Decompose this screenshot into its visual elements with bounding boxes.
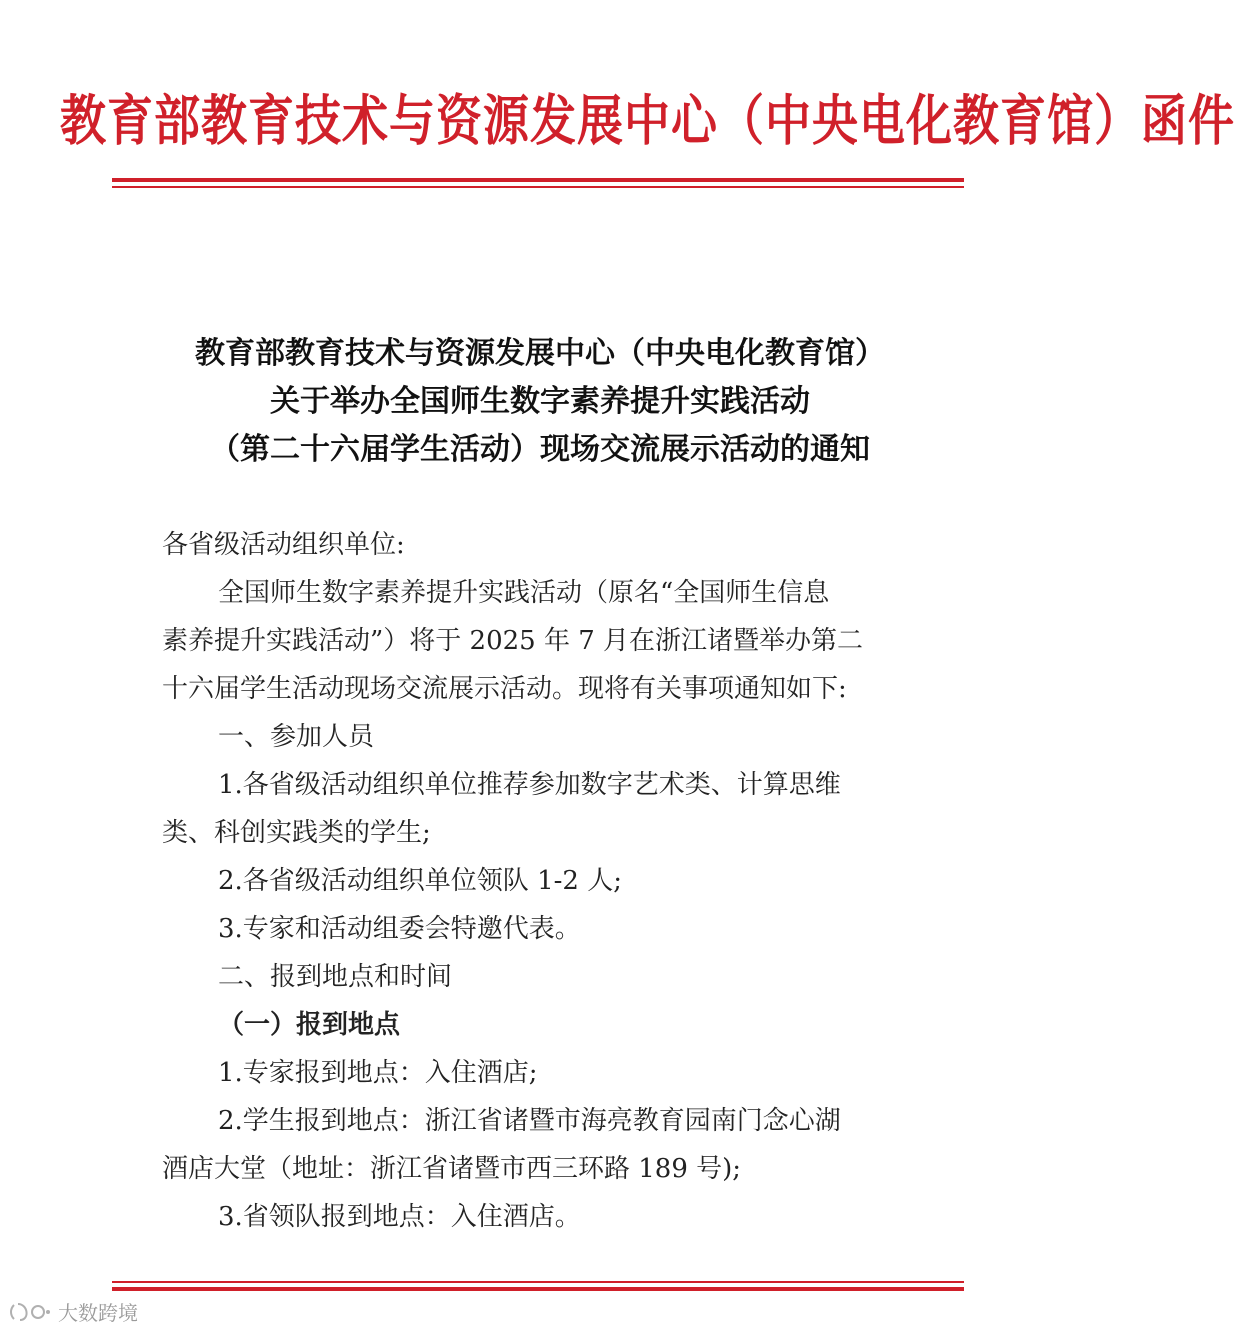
section-2-item-2-cont: 酒店大堂（地址：浙江省诸暨市西三环路 189 号); [162, 1154, 742, 1184]
footer-rule-bottom [112, 1287, 964, 1291]
notice-body [162, 0, 922, 1332]
section-1-item-2: 2.各省级活动组织单位领队 1-2 人; [218, 866, 622, 896]
section-1-item-3: 3.专家和活动组委会特邀代表。 [218, 914, 581, 944]
section-2-heading: 二、报到地点和时间 [218, 962, 453, 992]
section-1-heading: 一、参加人员 [218, 722, 375, 752]
watermark [8, 1297, 138, 1326]
intro-line-1: 全国师生数字素养提升实践活动（原名“全国师生信息 [218, 578, 830, 608]
section-2-item-2: 2.学生报到地点：浙江省诸暨市海亮教育园南门念心湖 [218, 1106, 841, 1136]
watermark-text: 大数跨境 [58, 1301, 138, 1325]
section-2-item-1: 1.专家报到地点：入住酒店; [218, 1058, 538, 1088]
notice-title-line-3: （第二十六届学生活动）现场交流展示活动的通知 [210, 432, 870, 467]
footer-rule-top [112, 1281, 964, 1283]
section-1-item-1-cont: 类、科创实践类的学生; [162, 818, 431, 848]
intro-line-3: 十六届学生活动现场交流展示活动。现将有关事项通知如下: [162, 674, 847, 704]
salutation: 各省级活动组织单位: [162, 530, 405, 560]
section-2-subheading: （一）报到地点 [218, 1010, 401, 1040]
notice-title-line-2: 关于举办全国师生数字素养提升实践活动 [270, 384, 810, 419]
section-2-item-3: 3.省领队报到地点：入住酒店。 [218, 1202, 581, 1232]
letterhead-title: 教育部教育技术与资源发展中心（中央电化教育馆）函件 [60, 88, 1235, 153]
intro-line-2: 素养提升实践活动”）将于 2025 年 7 月在浙江诸暨举办第二 [162, 626, 864, 656]
watermark-logo-icon [8, 1301, 52, 1323]
section-1-item-1: 1.各省级活动组织单位推荐参加数字艺术类、计算思维 [218, 770, 841, 800]
notice-title-line-1: 教育部教育技术与资源发展中心（中央电化教育馆） [195, 336, 885, 371]
